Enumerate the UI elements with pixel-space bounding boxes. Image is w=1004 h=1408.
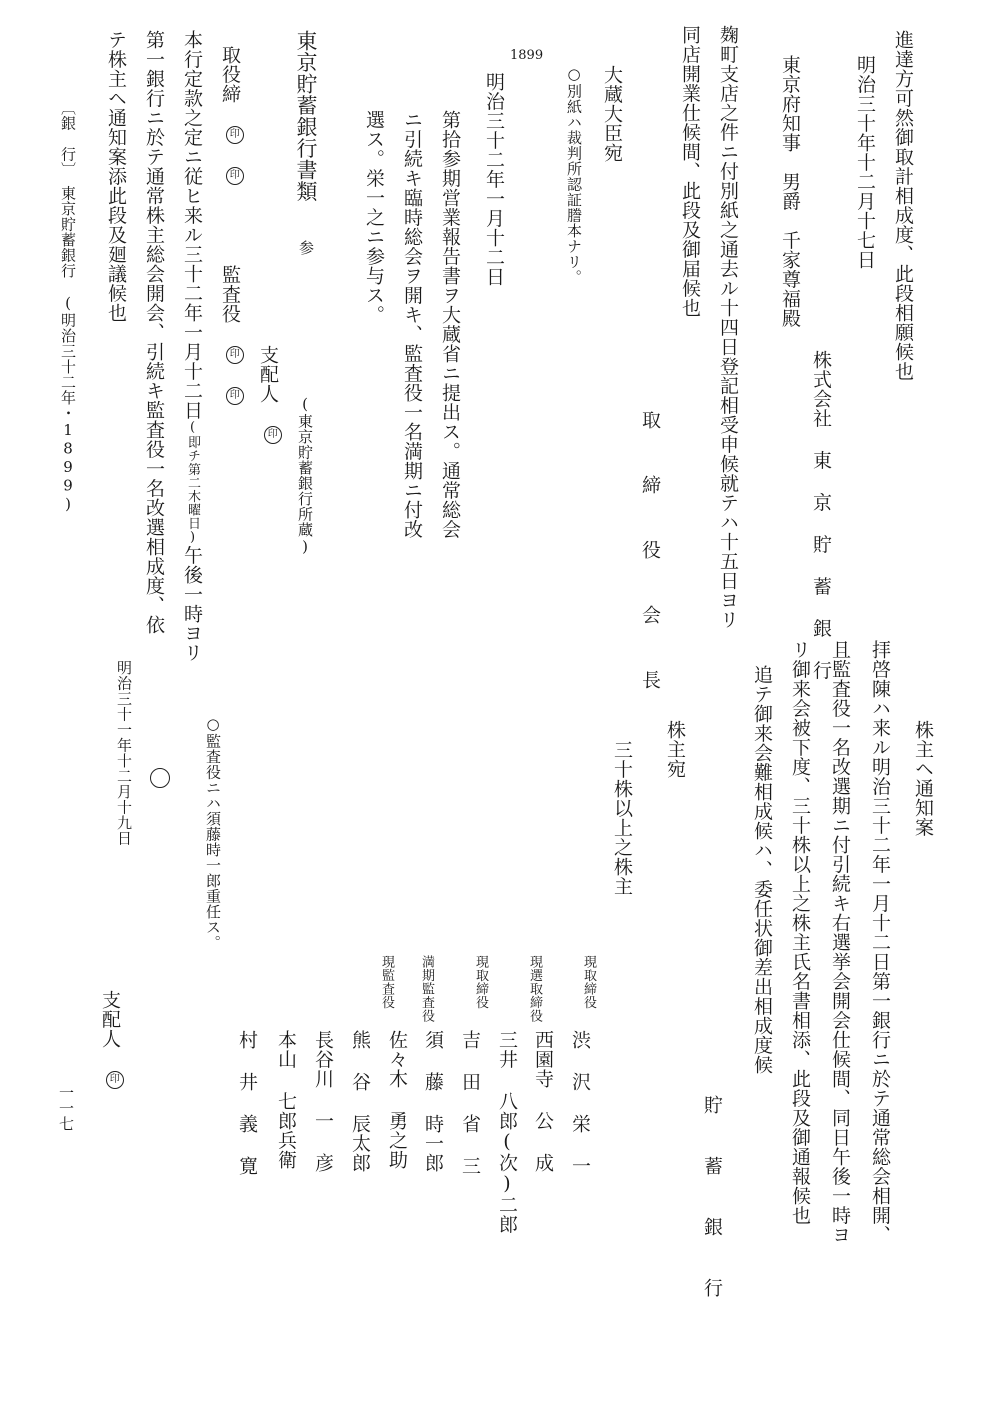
sender-title: 取 締 役 会 長 bbox=[639, 410, 661, 701]
addressee: 東京府知事 男爵 千家尊福殿 bbox=[779, 55, 801, 328]
shareholder-name: 熊 谷 辰太郎 bbox=[349, 1030, 371, 1173]
text-column: 第一銀行ニ於テ通常株主総会開会、引続キ監査役一名改選相成度、依 bbox=[143, 30, 165, 635]
shareholder-name: 西園寺 公 成 bbox=[532, 1030, 554, 1173]
note-line: ○別紙ハ裁判所認証謄本ナリ。 bbox=[565, 65, 583, 285]
seal-icon: 印 bbox=[106, 1071, 124, 1089]
manager-label bbox=[100, 990, 124, 1089]
seal-icon: 印 bbox=[226, 126, 244, 144]
shareholder-name: 須 藤 時一郎 bbox=[422, 1030, 444, 1173]
shareholder-name: 三井 八郎(次)二郎 bbox=[496, 1030, 518, 1234]
circle-mark-icon bbox=[150, 768, 170, 788]
inline-note: (即チ第二木曜日) bbox=[185, 420, 200, 546]
shareholder-name: 吉 田 省 三 bbox=[459, 1030, 481, 1176]
text-fragment: 午後一時ヨリ bbox=[181, 545, 203, 663]
document-title: 東京貯蓄銀行書類 bbox=[294, 30, 318, 202]
date-line: 明治三十年十二月十七日 bbox=[854, 55, 876, 270]
letter-line: 且監査役一名改選期ニ付引続キ右選挙会開会仕候間、同日午後一時ヨ bbox=[829, 640, 851, 1245]
addressee: 大蔵大臣宛 bbox=[601, 65, 623, 163]
text-column: 選ス。栄一之ニ参与ス。 bbox=[363, 110, 385, 325]
director-label bbox=[220, 45, 244, 185]
letter-line: リ御来会被下度、三十株以上之株主氏名書相添、此段及御通報候也 bbox=[789, 640, 811, 1225]
role-label: 現監査役 bbox=[379, 955, 394, 1009]
role-label: 現取締役 bbox=[473, 955, 488, 1009]
shareholder-name: 村 井 義 寛 bbox=[236, 1030, 258, 1176]
role-label: 現取締役 bbox=[581, 955, 596, 1009]
text-column bbox=[182, 30, 201, 663]
letter-line: 拝啓陳ハ来ル明治三十二年一月十二日第一銀行ニ於テ通常総会相開、 bbox=[869, 640, 891, 1245]
shareholder-name: 渋 沢 栄 一 bbox=[569, 1030, 591, 1176]
text-column: 進達方可然御取計相成度、此段相願候也 bbox=[892, 30, 914, 381]
text-column: 第拾参期営業報告書ヲ大蔵省ニ提出ス。通常総会 bbox=[439, 110, 461, 539]
seal-icon: 印 bbox=[226, 346, 244, 364]
text-column: 麹町支店之件ニ付別紙之通去ル十四日登記相受申候就テハ十五日ヨリ bbox=[717, 25, 739, 630]
shareholder-name: 佐々木 勇之助 bbox=[386, 1030, 408, 1170]
date-heading: 明治三十二年一月十二日 bbox=[483, 72, 505, 287]
role-label: 満期監査役 bbox=[419, 955, 434, 1023]
text-column: 同店開業仕候間、此段及御届候也 bbox=[679, 25, 701, 318]
manager-title: 支配人 bbox=[99, 990, 121, 1049]
reference-mark: 参 bbox=[297, 240, 315, 256]
role-label: 現選取締役 bbox=[527, 955, 542, 1023]
list-heading: 三十株以上之株主 bbox=[611, 740, 633, 896]
note-line: ○監査役ニハ須藤時一郎重任ス。 bbox=[204, 715, 222, 951]
seal-icon: 印 bbox=[264, 426, 282, 444]
running-header: 〔銀 行〕 東京貯蓄銀行 (明治三十二年・1899) bbox=[59, 100, 77, 514]
company-name: 株式会社 東 京 貯 蓄 銀 行 bbox=[810, 350, 832, 680]
manager-title: 支配人 bbox=[257, 345, 279, 404]
year-marker: 1899 bbox=[510, 48, 544, 63]
sender-name: 貯 蓄 銀 行 bbox=[701, 1095, 723, 1307]
seal-icon: 印 bbox=[226, 167, 244, 185]
text-fragment: 本行定款之定ニ従ヒ来ル三十二年一月十二日 bbox=[181, 30, 203, 420]
date-line: 明治三十一年十二月十九日 bbox=[115, 660, 133, 846]
auditor-label bbox=[220, 265, 244, 405]
addressee: 株主宛 bbox=[664, 720, 686, 779]
page-number: 一一七 bbox=[57, 1085, 75, 1132]
source-note: (東京貯蓄銀行所蔵) bbox=[296, 395, 314, 556]
manager-label bbox=[258, 345, 282, 444]
shareholder-name: 本山 七郎兵衛 bbox=[275, 1030, 297, 1170]
shareholder-name: 長谷川 一 彦 bbox=[312, 1030, 334, 1173]
director-title: 取役締 bbox=[219, 45, 241, 104]
section-title: 株主ヘ通知案 bbox=[912, 720, 934, 837]
letter-line: 追テ御来会難相成候ハ、委任状御差出相成度候 bbox=[751, 665, 773, 1075]
auditor-title: 監査役 bbox=[219, 265, 241, 324]
text-column: ニ引続キ臨時総会ヲ開キ、監査役一名満期ニ付改 bbox=[401, 110, 423, 539]
seal-icon: 印 bbox=[226, 387, 244, 405]
text-column: テ株主ヘ通知案添此段及廻議候也 bbox=[105, 30, 127, 323]
